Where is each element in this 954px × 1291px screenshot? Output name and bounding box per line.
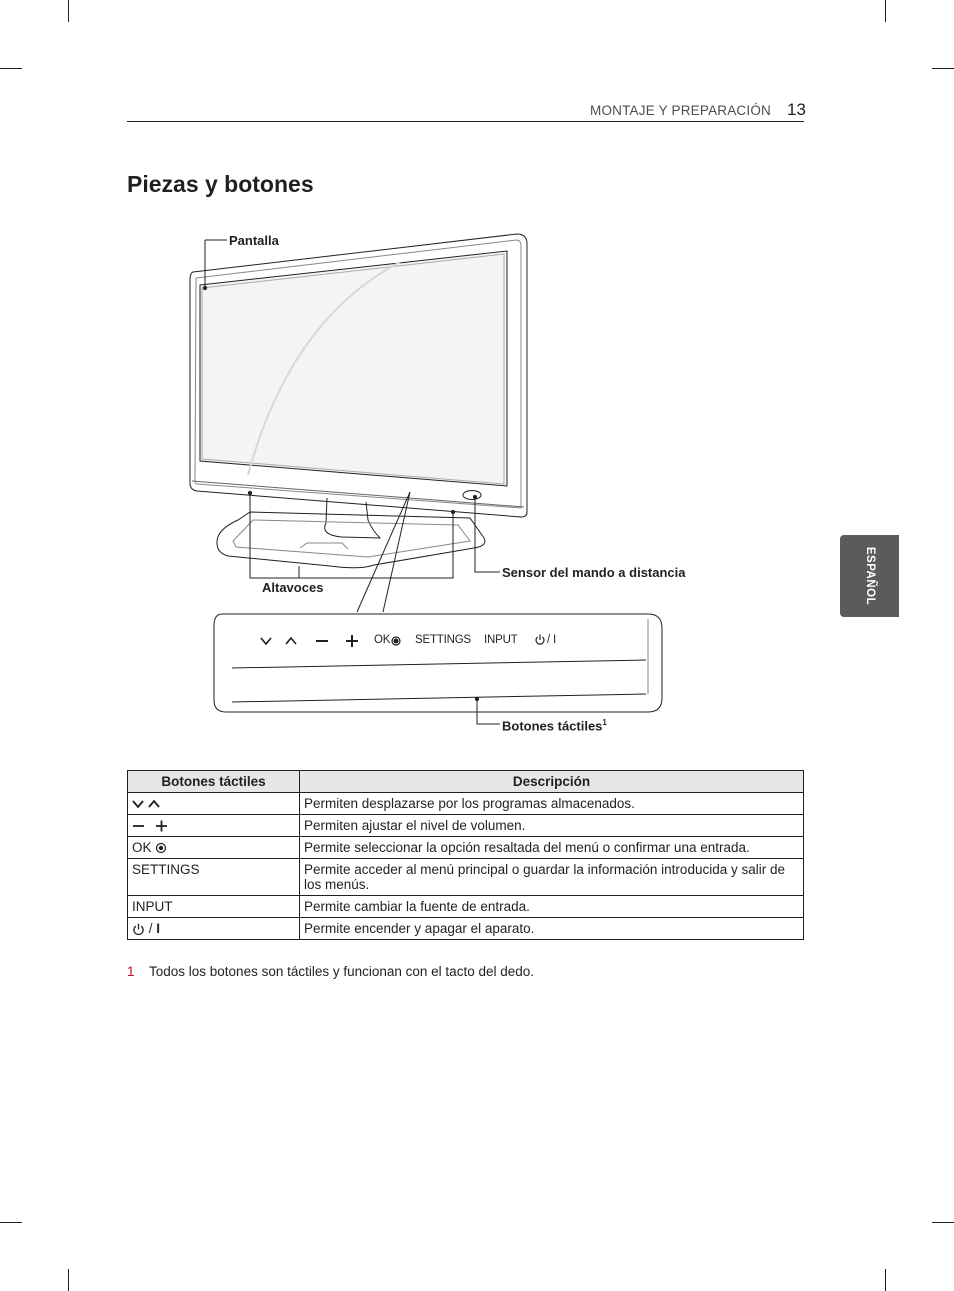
buttons-table xyxy=(127,770,804,940)
panel-input-label: INPUT xyxy=(484,634,518,646)
panel-ok-label: OK xyxy=(374,634,391,646)
page-number: 13 xyxy=(787,100,806,119)
description-cell: Permiten ajustar el nivel de volumen. xyxy=(300,815,804,837)
minus-plus-icon xyxy=(132,820,168,832)
label-touch-buttons-text: Botones táctiles xyxy=(502,718,603,734)
description-cell: Permite seleccionar la opción resaltada del menú o confirmar una entrada. xyxy=(300,837,804,859)
button-cell: INPUT xyxy=(128,896,300,918)
ok-dot-icon xyxy=(155,842,167,854)
table-row xyxy=(128,793,804,815)
table-row xyxy=(128,837,804,859)
footnote xyxy=(127,964,534,979)
description-cell: Permite acceder al menú principal o guardar la información introducida y salir de los menús. xyxy=(300,859,804,896)
label-screen: Pantalla xyxy=(229,233,279,248)
table-header-row xyxy=(128,771,804,793)
crop-mark xyxy=(68,1269,69,1291)
description-cell: Permite cambiar la fuente de entrada. xyxy=(300,896,804,918)
table-row xyxy=(128,918,804,940)
panel-settings-label: SETTINGS xyxy=(415,634,471,646)
table-row xyxy=(128,859,804,896)
footnote-number: 1 xyxy=(127,964,135,979)
language-tab-label: ESPAÑOL xyxy=(863,546,876,606)
description-cell: Permiten desplazarse por los programas almacenados. xyxy=(300,793,804,815)
button-cell xyxy=(128,918,300,940)
description-cell: Permite encender y apagar el aparato. xyxy=(300,918,804,940)
label-remote-sensor: Sensor del mando a distancia xyxy=(502,565,686,580)
button-cell xyxy=(128,815,300,837)
button-name: OK xyxy=(132,840,152,855)
button-name-bold: I xyxy=(156,921,161,936)
label-touch-buttons xyxy=(502,718,607,733)
button-cell xyxy=(128,793,300,815)
label-speakers: Altavoces xyxy=(262,580,324,595)
column-header: Descripción xyxy=(300,771,804,793)
crop-mark xyxy=(0,1222,22,1223)
page-title: Piezas y botones xyxy=(127,171,314,197)
crop-mark xyxy=(932,1222,954,1223)
table-row xyxy=(128,815,804,837)
column-header: Botones táctiles xyxy=(128,771,300,793)
button-separator: / xyxy=(148,921,153,936)
chevron-down-up-icon xyxy=(132,798,168,810)
button-cell xyxy=(128,837,300,859)
power-icon xyxy=(132,923,145,936)
table-row xyxy=(128,896,804,918)
footnote-text: Todos los botones son táctiles y funcionan con el tacto del dedo. xyxy=(149,964,535,979)
section-title: MONTAJE Y PREPARACIÓN xyxy=(590,103,771,118)
button-cell: SETTINGS xyxy=(128,859,300,896)
panel-power-label: / I xyxy=(547,634,556,646)
footnote-ref: 1 xyxy=(602,718,607,727)
crop-mark xyxy=(885,1269,886,1291)
